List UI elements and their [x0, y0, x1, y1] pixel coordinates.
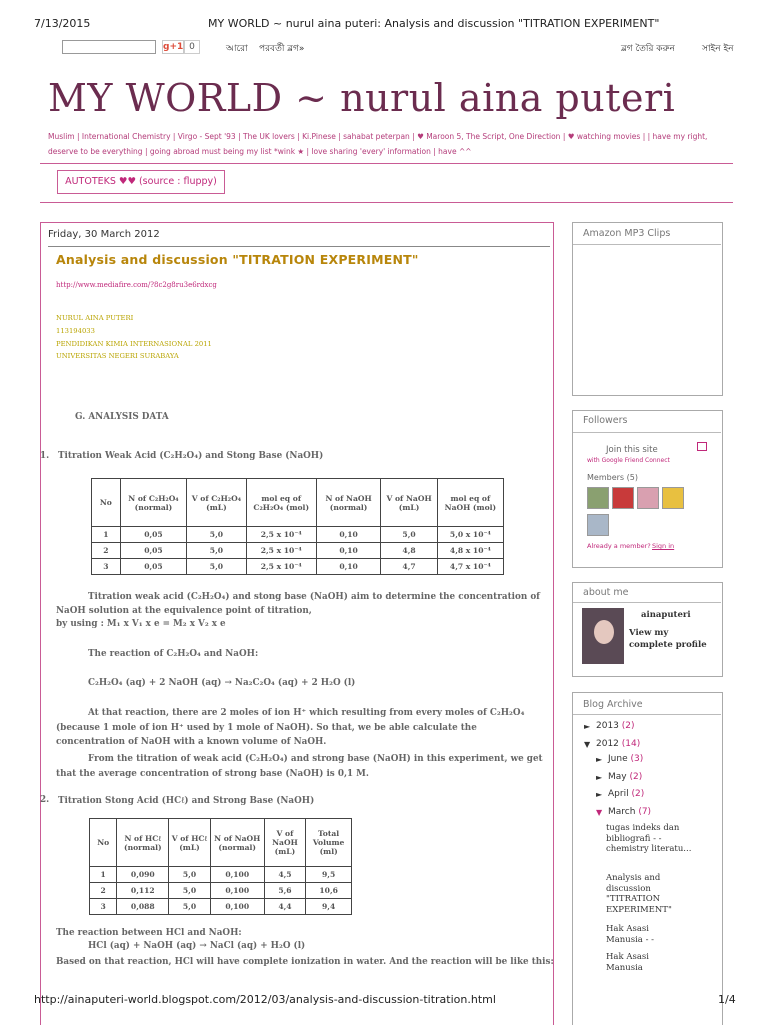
table2-header: Total Volume (ml): [306, 819, 352, 867]
mediafire-link[interactable]: http://www.mediafire.com/?8c2g8ru3e6rdxcg: [56, 281, 217, 289]
table1-cell: 2: [92, 543, 121, 559]
mp3-widget-title: Amazon MP3 Clips: [583, 228, 671, 239]
table1-cell: 5,0 x 10⁻⁴: [437, 527, 503, 543]
table-row: [90, 867, 352, 883]
profile-name[interactable]: ainaputeri: [641, 610, 691, 620]
archive-june[interactable]: [608, 754, 643, 764]
member-avatar[interactable]: [612, 487, 634, 509]
archive-june-label[interactable]: June: [608, 754, 628, 764]
profile-face: [594, 620, 614, 644]
table1-cell: 5,0: [187, 559, 246, 575]
table-row: [92, 527, 504, 543]
archive-2012-count: (14): [621, 739, 641, 749]
table1-header: N of C₂H₂O₄ (normal): [120, 479, 186, 527]
archive-may-count: (2): [629, 772, 643, 782]
post-title[interactable]: Analysis and discussion "TITRATION EXPERIMENT": [56, 252, 419, 267]
table1-cell: 3: [92, 559, 121, 575]
archive-post-link[interactable]: Hak Asasi Manusia: [606, 952, 649, 973]
collapse-arrow-icon[interactable]: ▼: [584, 740, 591, 749]
table1-header: N of NaOH (normal): [316, 479, 381, 527]
archive-2013-count: (2): [621, 721, 635, 731]
table2-cell: 5,0: [169, 899, 211, 915]
item1-number: 1.: [40, 451, 50, 461]
header-divider: [40, 163, 733, 164]
followers-title: Followers: [583, 415, 628, 426]
author-university: UNIVERSITAS NEGERI SURABAYA: [56, 352, 179, 360]
table2-cell: 4,5: [264, 867, 306, 883]
followers-divider: [573, 432, 721, 433]
table-row: [90, 899, 352, 915]
navbar-sign-in-link[interactable]: সাইন ইন: [702, 44, 734, 54]
expand-arrow-icon[interactable]: ►: [584, 722, 591, 731]
table1-header: mol eq of C₂H₂O₄ (mol): [246, 479, 316, 527]
item2-heading: Titration Stong Acid (HCℓ) and Strong Base (NaOH): [58, 796, 315, 806]
table1-cell: 0,10: [316, 527, 381, 543]
table1: [91, 478, 504, 575]
table1-cell: 4,7 x 10⁻⁴: [437, 559, 503, 575]
table1-cell: 0,05: [120, 527, 186, 543]
reaction-2: HCl (aq) + NaOH (aq) → NaCl (aq) + H₂O (l): [88, 941, 306, 951]
blog-description: Muslim | International Chemistry | Virgo - Sept '93 | The UK lovers | Ki.Pinese | sahabat peterpan | ♥ Maroon 5, The Script, One Direction | ♥ watching movies | | have my right, deserve to be everything | going abroad must being my list *wink ★ | love sharing 'every' information | have ^^: [48, 132, 708, 156]
paragraph-5: The reaction between HCl and NaOH:: [56, 928, 242, 938]
archive-divider: [573, 714, 721, 715]
reaction-1: C₂H₂O₄ (aq) + 2 NaOH (aq) → Na₂C₂O₄ (aq) + 2 H₂O (l): [88, 678, 356, 688]
table2-header: N of NaOH (normal): [210, 819, 264, 867]
item2-number: 2.: [40, 795, 50, 805]
table1-cell: 0,05: [120, 543, 186, 559]
author-name: NURUL AINA PUTERI: [56, 314, 134, 322]
table1-header: V of NaOH (mL): [381, 479, 437, 527]
view-profile-link[interactable]: View my complete profile: [629, 628, 707, 650]
table2-cell: 0,112: [117, 883, 169, 899]
archive-april-label[interactable]: April: [608, 789, 629, 799]
collapse-arrow-icon[interactable]: ▼: [596, 808, 603, 817]
about-title: about me: [583, 587, 629, 598]
table2-header: V of HCℓ (mL): [169, 819, 211, 867]
table-row: [92, 559, 504, 575]
table2-cell: 0,100: [210, 867, 264, 883]
table2-cell: 4,4: [264, 899, 306, 915]
item1-heading: Titration Weak Acid (C₂H₂O₄) and Stong Base (NaOH): [58, 451, 324, 461]
table2-cell: 3: [90, 899, 117, 915]
table2-cell: 1: [90, 867, 117, 883]
table2-header: N of HCℓ (normal): [117, 819, 169, 867]
member-avatar[interactable]: [637, 487, 659, 509]
navbar-more-link[interactable]: আরো: [226, 44, 248, 54]
gfc-text: with Google Friend Connect: [587, 457, 670, 464]
already-member-text: Already a member?: [587, 542, 651, 550]
table1-cell: 2,5 x 10⁻⁴: [246, 559, 316, 575]
archive-2012-label[interactable]: 2012: [596, 739, 619, 749]
paragraph-1: Titration weak acid (C₂H₂O₄) and stong base (NaOH) aim to determine the concentration of NaOH solution at the equivalence point of titration,: [56, 592, 540, 616]
table2-cell: 5,0: [169, 867, 211, 883]
gplus-button[interactable]: g+1: [163, 42, 184, 52]
archive-april-count: (2): [631, 789, 645, 799]
table2-header: No: [90, 819, 117, 867]
archive-title: Blog Archive: [583, 699, 643, 710]
paragraph-6: Based on that reaction, HCl will have complete ionization in water. And the reaction will be like this:: [56, 957, 554, 967]
table1-cell: 1: [92, 527, 121, 543]
archive-widget: [572, 692, 723, 1025]
member-avatar[interactable]: [662, 487, 684, 509]
expand-arrow-icon[interactable]: ►: [596, 755, 603, 764]
sign-in-link[interactable]: Sign in: [652, 542, 675, 550]
table1-header: No: [92, 479, 121, 527]
table2-header: V of NaOH (mL): [264, 819, 306, 867]
table-row: [90, 883, 352, 899]
archive-post-link[interactable]: Hak Asasi Manusia - -: [606, 924, 655, 945]
print-title: MY WORLD ~ nurul aina puteri: Analysis and discussion "TITRATION EXPERIMENT": [208, 17, 660, 30]
author-program: PENDIDIKAN KIMIA INTERNASIONAL 2011: [56, 340, 212, 348]
archive-post-link[interactable]: Analysis and discussion "TITRATION EXPERIMENT": [606, 873, 672, 915]
navbar-next-blog-link[interactable]: পরবর্তী ব্লগ»: [259, 44, 305, 54]
archive-june-count: (3): [630, 754, 644, 764]
member-avatar[interactable]: [587, 487, 609, 509]
table2-cell: 0,100: [210, 899, 264, 915]
archive-april[interactable]: [608, 789, 644, 799]
table1-header: mol eq of NaOH (mol): [437, 479, 503, 527]
table1-cell: 2,5 x 10⁻⁴: [246, 527, 316, 543]
table1-header: V of C₂H₂O₄ (mL): [187, 479, 246, 527]
post-date: Friday, 30 March 2012: [48, 224, 550, 247]
join-site-link[interactable]: Join this site: [606, 445, 658, 455]
table2-cell: 0,100: [210, 883, 264, 899]
table2-cell: 10,6: [306, 883, 352, 899]
table1-cell: 5,0: [381, 527, 437, 543]
footer-page: 1/4: [718, 993, 736, 1006]
mp3-divider: [573, 244, 721, 245]
gfc-icon[interactable]: [697, 442, 707, 451]
table2-cell: 0,090: [117, 867, 169, 883]
archive-march-count: (7): [638, 807, 652, 817]
footer-url: http://ainaputeri-world.blogspot.com/2012/03/analysis-and-discussion-titration.html: [34, 993, 496, 1006]
navbar-search-input[interactable]: [62, 40, 156, 54]
table1-cell: 4,8 x 10⁻⁴: [437, 543, 503, 559]
table1-cell: 4,8: [381, 543, 437, 559]
blog-title[interactable]: MY WORLD ~ nurul aina puteri: [48, 76, 676, 120]
tabs-divider: [40, 202, 733, 203]
table2: [89, 818, 352, 915]
archive-post-link[interactable]: tugas indeks dan bibliografi - - chemistry literatu...: [606, 823, 692, 854]
gplus-count: 0: [184, 40, 200, 54]
paragraph-2: The reaction of C₂H₂O₄ and NaOH:: [88, 649, 259, 659]
archive-march[interactable]: [608, 807, 651, 817]
paragraph-4: From the titration of weak acid (C₂H₂O₄) and strong base (NaOH) in this experiment, we get that the average concentration of strong base (NaOH) is 0,1 M.: [56, 754, 543, 779]
table2-cell: 9,5: [306, 867, 352, 883]
table1-cell: 5,0: [187, 543, 246, 559]
table2-cell: 5,6: [264, 883, 306, 899]
paragraph-3: At that reaction, there are 2 moles of ion H⁺ which resulting from every moles of C₂H₂O₄ (because 1 mole of ion H⁺ used by 1 mole of NaOH). So that, we be able calculate the concentration of NaOH with a known volume of NaOH.: [56, 708, 525, 747]
table2-cell: 2: [90, 883, 117, 899]
archive-2013[interactable]: [596, 721, 635, 731]
members-count: Members (5): [587, 473, 638, 482]
table1-cell: 5,0: [187, 527, 246, 543]
table1-cell: 4,7: [381, 559, 437, 575]
archive-2012[interactable]: [596, 739, 640, 749]
table2-cell: 0,088: [117, 899, 169, 915]
expand-arrow-icon[interactable]: ►: [596, 773, 603, 782]
table2-cell: 5,0: [169, 883, 211, 899]
table1-cell: 0,05: [120, 559, 186, 575]
profile-photo[interactable]: [582, 608, 624, 664]
section-heading: G. ANALYSIS DATA: [75, 412, 169, 422]
navbar-create-blog-link[interactable]: ব্লগ তৈরি করুন: [621, 44, 675, 54]
table2-cell: 9,4: [306, 899, 352, 915]
print-date: 7/13/2015: [34, 17, 91, 30]
formula-line: by using : M₁ x V₁ x e = M₂ x V₂ x e: [56, 619, 226, 629]
table1-cell: 2,5 x 10⁻⁴: [246, 543, 316, 559]
archive-may[interactable]: [608, 772, 642, 782]
autoteks-link[interactable]: AUTOTEKS ♥♥ (source : fluppy): [57, 170, 225, 194]
expand-arrow-icon[interactable]: ►: [596, 790, 603, 799]
table-row: [92, 543, 504, 559]
table1-cell: 0,10: [316, 543, 381, 559]
table1-cell: 0,10: [316, 559, 381, 575]
member-avatar[interactable]: [587, 514, 609, 536]
archive-march-label[interactable]: March: [608, 807, 636, 817]
table2-header-row: [90, 819, 352, 867]
about-divider: [573, 602, 721, 603]
archive-2013-label[interactable]: 2013: [596, 721, 619, 731]
author-nim: 113194033: [56, 327, 95, 335]
archive-may-label[interactable]: May: [608, 772, 627, 782]
table1-header-row: [92, 479, 504, 527]
mp3-widget: [572, 222, 723, 396]
